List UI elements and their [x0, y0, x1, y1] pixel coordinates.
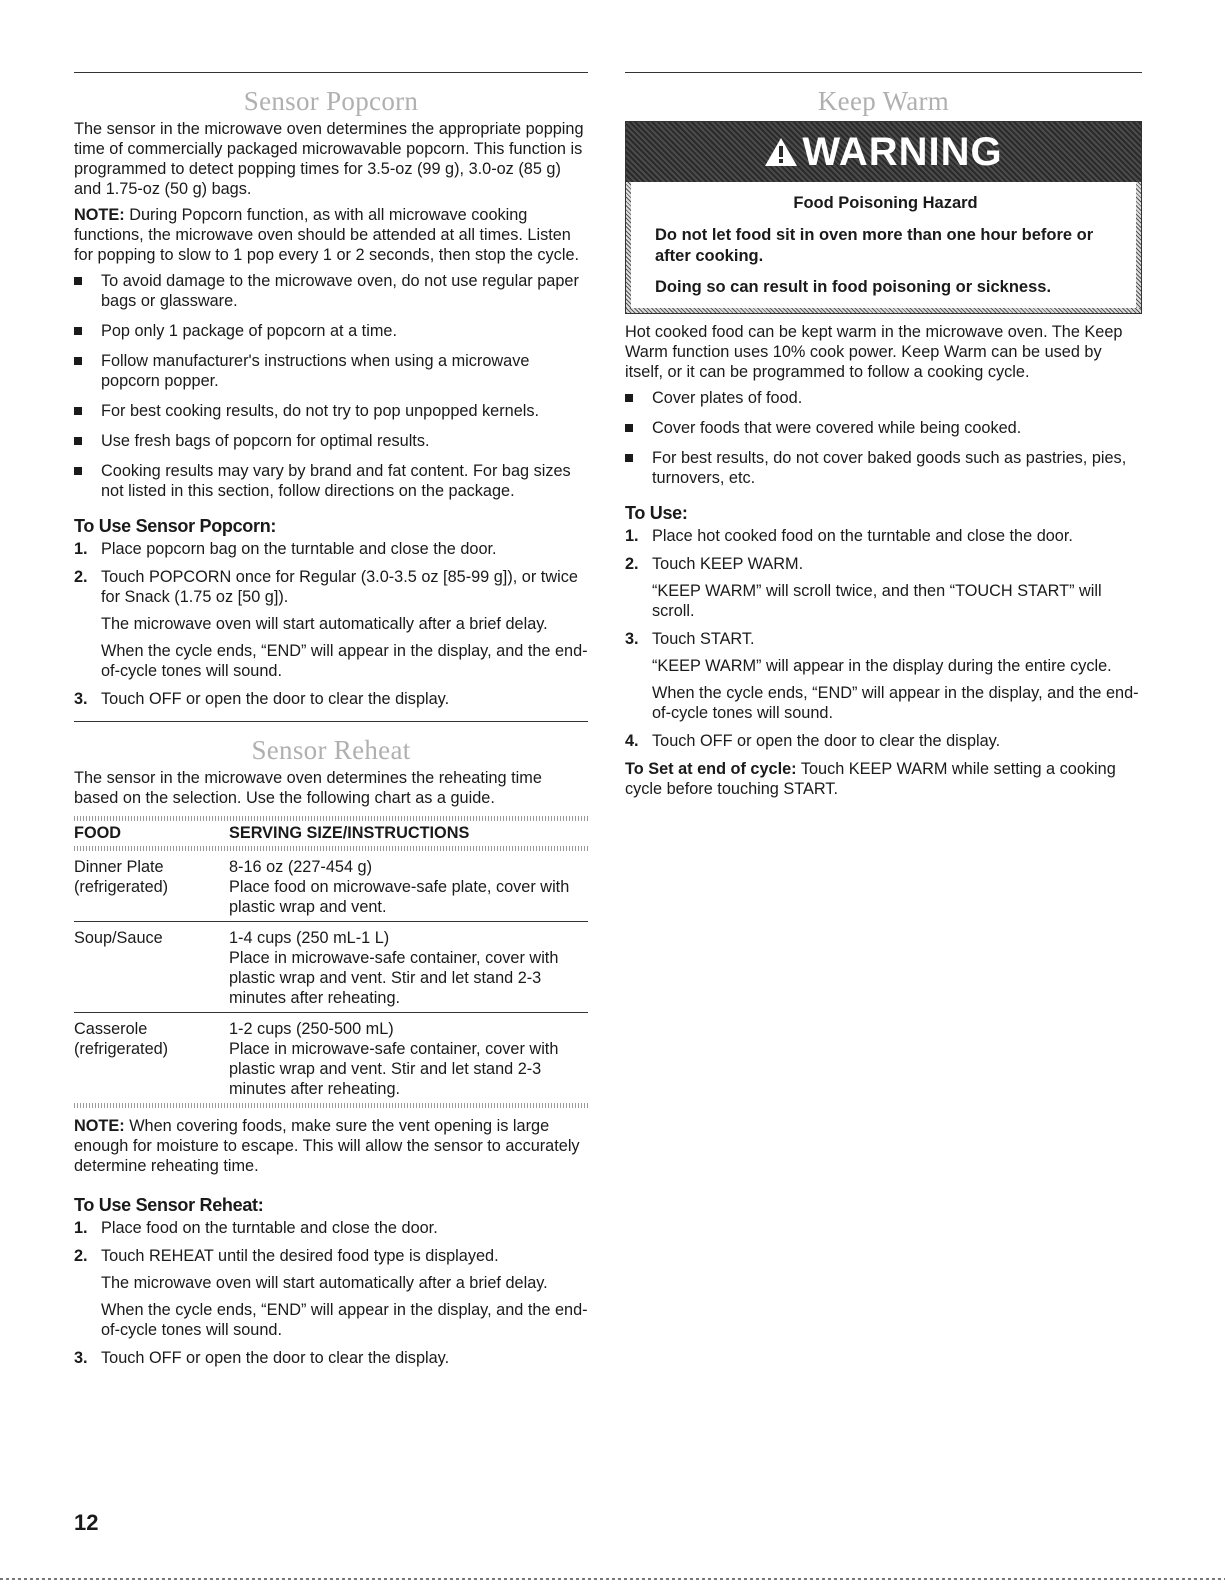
step-detail: When the cycle ends, “END” will appear in the display, and the end-of-cycle tones will sound. — [101, 1301, 588, 1339]
serving-instructions: Place in microwave-safe container, cover with plastic wrap and vent. Stir and let stand 2-3 minutes after reheating. — [229, 1040, 559, 1098]
note-text: When covering foods, make sure the vent opening is large enough for moisture to escape. This will allow the sensor to accurately determine reheating time. — [74, 1117, 580, 1175]
to-use-sensor-reheat-heading: To Use Sensor Reheat: — [74, 1195, 264, 1215]
warning-instruction: Do not let food sit in oven more than one hour before or after cooking. — [655, 226, 1094, 265]
step-item — [625, 731, 1142, 751]
step-number: 4. — [625, 732, 639, 750]
list-item: For best cooking results, do not try to pop unpopped kernels. — [74, 401, 588, 421]
step-detail: When the cycle ends, “END” will appear in the display, and the end-of-cycle tones will sound. — [652, 684, 1139, 722]
sensor-reheat-heading: Sensor Reheat — [251, 735, 411, 765]
popcorn-bullet-list — [74, 271, 588, 501]
step-detail: The microwave oven will start automatically after a brief delay. — [101, 615, 548, 633]
step-item — [74, 1218, 588, 1238]
table-bottom-border — [74, 1103, 588, 1108]
step-text: Touch REHEAT until the desired food type is displayed. — [101, 1247, 499, 1265]
serving-size: 1-4 cups (250 mL-1 L) — [229, 929, 390, 947]
food-name: Dinner Plate — [74, 858, 164, 876]
warning-triangle-icon — [764, 137, 798, 167]
keep-warm-bullet-list — [625, 388, 1142, 488]
table-row — [74, 851, 588, 921]
step-detail: “KEEP WARM” will scroll twice, and then “TOUCH START” will scroll. — [652, 582, 1102, 620]
note-text: During Popcorn function, as with all microwave cooking functions, the microwave oven should be attended at all times. Listen for popping to slow to 1 pop every 1 or 2 seconds, then stop the cycle. — [74, 206, 580, 264]
step-text: Touch OFF or open the door to clear the display. — [101, 690, 450, 708]
step-text: Place hot cooked food on the turntable and close the door. — [652, 527, 1073, 545]
header-serving: SERVING SIZE/INSTRUCTIONS — [229, 824, 470, 842]
list-item: Use fresh bags of popcorn for optimal results. — [74, 431, 588, 451]
table-row — [74, 921, 588, 1012]
left-column — [74, 72, 588, 1376]
to-use-heading: To Use: — [625, 503, 688, 523]
warning-consequence: Doing so can result in food poisoning or sickness. — [655, 278, 1052, 296]
popcorn-note — [74, 205, 588, 265]
step-item — [74, 689, 588, 709]
reheat-intro: The sensor in the microwave oven determines the reheating time based on the selection. Use the following chart as a guide. — [74, 769, 542, 807]
step-text: Place popcorn bag on the turntable and close the door. — [101, 540, 497, 558]
list-item: Cooking results may vary by brand and fat content. For bag sizes not listed in this section, follow directions on the package. — [74, 461, 588, 501]
note-label: NOTE: — [74, 1117, 125, 1135]
section-divider — [74, 721, 588, 722]
food-name: Soup/Sauce — [74, 929, 163, 947]
step-item — [74, 1348, 588, 1368]
serving-size: 1-2 cups (250-500 mL) — [229, 1020, 394, 1038]
keep-warm-intro: Hot cooked food can be kept warm in the microwave oven. The Keep Warm function uses 10% cook power. Keep Warm can be used by itself, or it can be programmed to follow a cooking cycle. — [625, 323, 1123, 381]
keep-warm-heading: Keep Warm — [817, 86, 950, 116]
section-divider — [74, 72, 588, 73]
header-food: FOOD — [74, 824, 122, 842]
serving-instructions: Place in microwave-safe container, cover with plastic wrap and vent. Stir and let stand 2-3 minutes after reheating. — [229, 949, 559, 1007]
reheat-chart — [74, 816, 588, 1108]
hazard-title: Food Poisoning Hazard — [793, 194, 978, 212]
keep-warm-steps — [625, 526, 1142, 751]
step-item — [625, 554, 1142, 621]
page-bottom-border — [0, 1578, 1225, 1580]
warning-box — [625, 121, 1142, 314]
reheat-note — [74, 1116, 588, 1176]
step-item — [625, 526, 1142, 546]
sensor-popcorn-heading: Sensor Popcorn — [243, 86, 419, 116]
step-text: Touch START. — [652, 630, 755, 648]
section-divider — [625, 72, 1142, 73]
step-text: Touch OFF or open the door to clear the display. — [652, 732, 1001, 750]
table-header — [74, 821, 588, 846]
step-number: 2. — [74, 568, 88, 586]
step-text: Place food on the turntable and close the door. — [101, 1219, 438, 1237]
warning-banner — [626, 122, 1141, 182]
step-detail: The microwave oven will start automatically after a brief delay. — [101, 1274, 548, 1292]
popcorn-intro: The sensor in the microwave oven determines the appropriate popping time of commercially packaged microwavable popcorn. This function is programmed to detect popping times for 3.5-oz (99 g), 3.0-oz (85 g) and 1.75-oz (50 g) bags. — [74, 120, 584, 198]
step-text: Touch POPCORN once for Regular (3.0-3.5 oz [85-99 g]), or twice for Snack (1.75 oz [50 g]). — [101, 568, 578, 606]
step-number: 3. — [74, 690, 88, 708]
serving-size: 8-16 oz (227-454 g) — [229, 858, 373, 876]
food-qualifier: (refrigerated) — [74, 1040, 169, 1058]
right-column — [625, 72, 1142, 805]
step-detail: “KEEP WARM” will appear in the display during the entire cycle. — [652, 657, 1112, 675]
to-use-sensor-popcorn-heading: To Use Sensor Popcorn: — [74, 516, 277, 536]
popcorn-steps — [74, 539, 588, 709]
reheat-steps — [74, 1218, 588, 1368]
list-item: To avoid damage to the microwave oven, do not use regular paper bags or glassware. — [74, 271, 588, 311]
list-item: Follow manufacturer's instructions when using a microwave popcorn popper. — [74, 351, 588, 391]
warning-body — [626, 182, 1141, 308]
food-qualifier: (refrigerated) — [74, 878, 169, 896]
step-number: 3. — [74, 1349, 88, 1367]
end-of-cycle-label: To Set at end of cycle: — [625, 760, 797, 778]
step-item — [74, 1246, 588, 1340]
step-number: 1. — [74, 1219, 88, 1237]
list-item: For best results, do not cover baked goods such as pastries, pies, turnovers, etc. — [625, 448, 1142, 488]
end-of-cycle-note — [625, 759, 1142, 799]
list-item: Pop only 1 package of popcorn at a time. — [74, 321, 588, 341]
list-item: Cover plates of food. — [625, 388, 1142, 408]
step-item — [625, 629, 1142, 723]
page-number: 12 — [74, 1510, 99, 1535]
step-number: 2. — [625, 555, 639, 573]
step-number: 3. — [625, 630, 639, 648]
list-item: Cover foods that were covered while being cooked. — [625, 418, 1142, 438]
step-detail: When the cycle ends, “END” will appear in the display, and the end-of-cycle tones will sound. — [101, 642, 588, 680]
end-of-cycle-text: Touch KEEP WARM while setting a cooking cycle before touching START. — [625, 760, 1116, 798]
table-row — [74, 1012, 588, 1103]
step-text: Touch OFF or open the door to clear the display. — [101, 1349, 450, 1367]
step-number: 1. — [625, 527, 639, 545]
food-name: Casserole — [74, 1020, 148, 1038]
step-number: 2. — [74, 1247, 88, 1265]
step-item — [74, 567, 588, 681]
note-label: NOTE: — [74, 206, 125, 224]
warning-title: WARNING — [802, 129, 1003, 174]
step-number: 1. — [74, 540, 88, 558]
step-text: Touch KEEP WARM. — [652, 555, 804, 573]
serving-instructions: Place food on microwave-safe plate, cover with plastic wrap and vent. — [229, 878, 570, 916]
step-item — [74, 539, 588, 559]
